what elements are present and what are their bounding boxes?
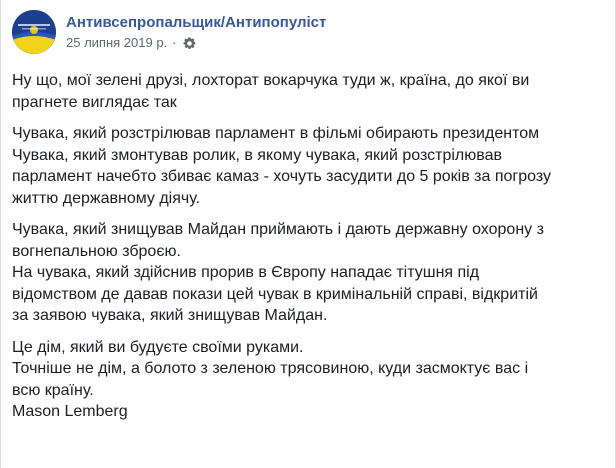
meta-separator: ·	[172, 35, 177, 50]
post-paragraph-4	[12, 337, 606, 423]
post-meta	[66, 14, 326, 51]
post-text-line: всю країну.	[12, 381, 94, 399]
post-paragraph-2	[12, 123, 606, 209]
post-text-line: Точніше не дім, а болото з зеленою трясовиною, куди засмоктує вас і	[12, 360, 529, 377]
post-text-line: парламент начебто збиває камаз - хочуть засудити до 5 років за погрозу	[12, 168, 552, 185]
post-signature: Mason Lemberg	[12, 403, 128, 420]
post-text-line: вогнепальною зброєю.	[12, 242, 181, 260]
post-paragraph-1	[12, 70, 606, 113]
page-avatar[interactable]	[12, 10, 56, 54]
post-text-line: життю державному діячу.	[12, 189, 201, 207]
post-text-line: за заявою чувака, який знищував Майдан.	[12, 307, 328, 324]
post-text-line: Ну що, мої зелені друзі, лохторат вокарчука туди ж, країна, до якої ви	[12, 72, 530, 89]
page-name-link[interactable]: Антивсепропальщик/Антипопуліст	[66, 14, 327, 31]
post-subline	[66, 35, 326, 51]
avatar-logo-icon	[12, 10, 56, 54]
globe-icon[interactable]	[183, 37, 196, 50]
post-text-line: Чувака, який знищував Майдан приймають і дають державну охорону з	[12, 221, 544, 238]
post-header	[12, 10, 326, 60]
post-text-line: Чувака, який змонтував ролик, в якому чувака, який розстрілював	[12, 146, 502, 164]
post-text-line: Чувака, який розстрілював парламент в фільмі обирають президентом	[12, 125, 540, 142]
post-text-line: відомством де давав покази цей чувак в кримінальній справі, відкритій	[12, 285, 538, 303]
post-date-link[interactable]: 25 липня 2019 р.	[66, 35, 168, 50]
post-body	[12, 70, 606, 433]
post-text-line: прагнете виглядає так	[12, 93, 177, 111]
post-text-line: Це дім, який ви будуєте своїми руками.	[12, 338, 304, 356]
post-paragraph-3	[12, 219, 606, 327]
post-text-line: На чувака, який здійснив прорив в Європу нападає тітушня під	[12, 264, 480, 281]
